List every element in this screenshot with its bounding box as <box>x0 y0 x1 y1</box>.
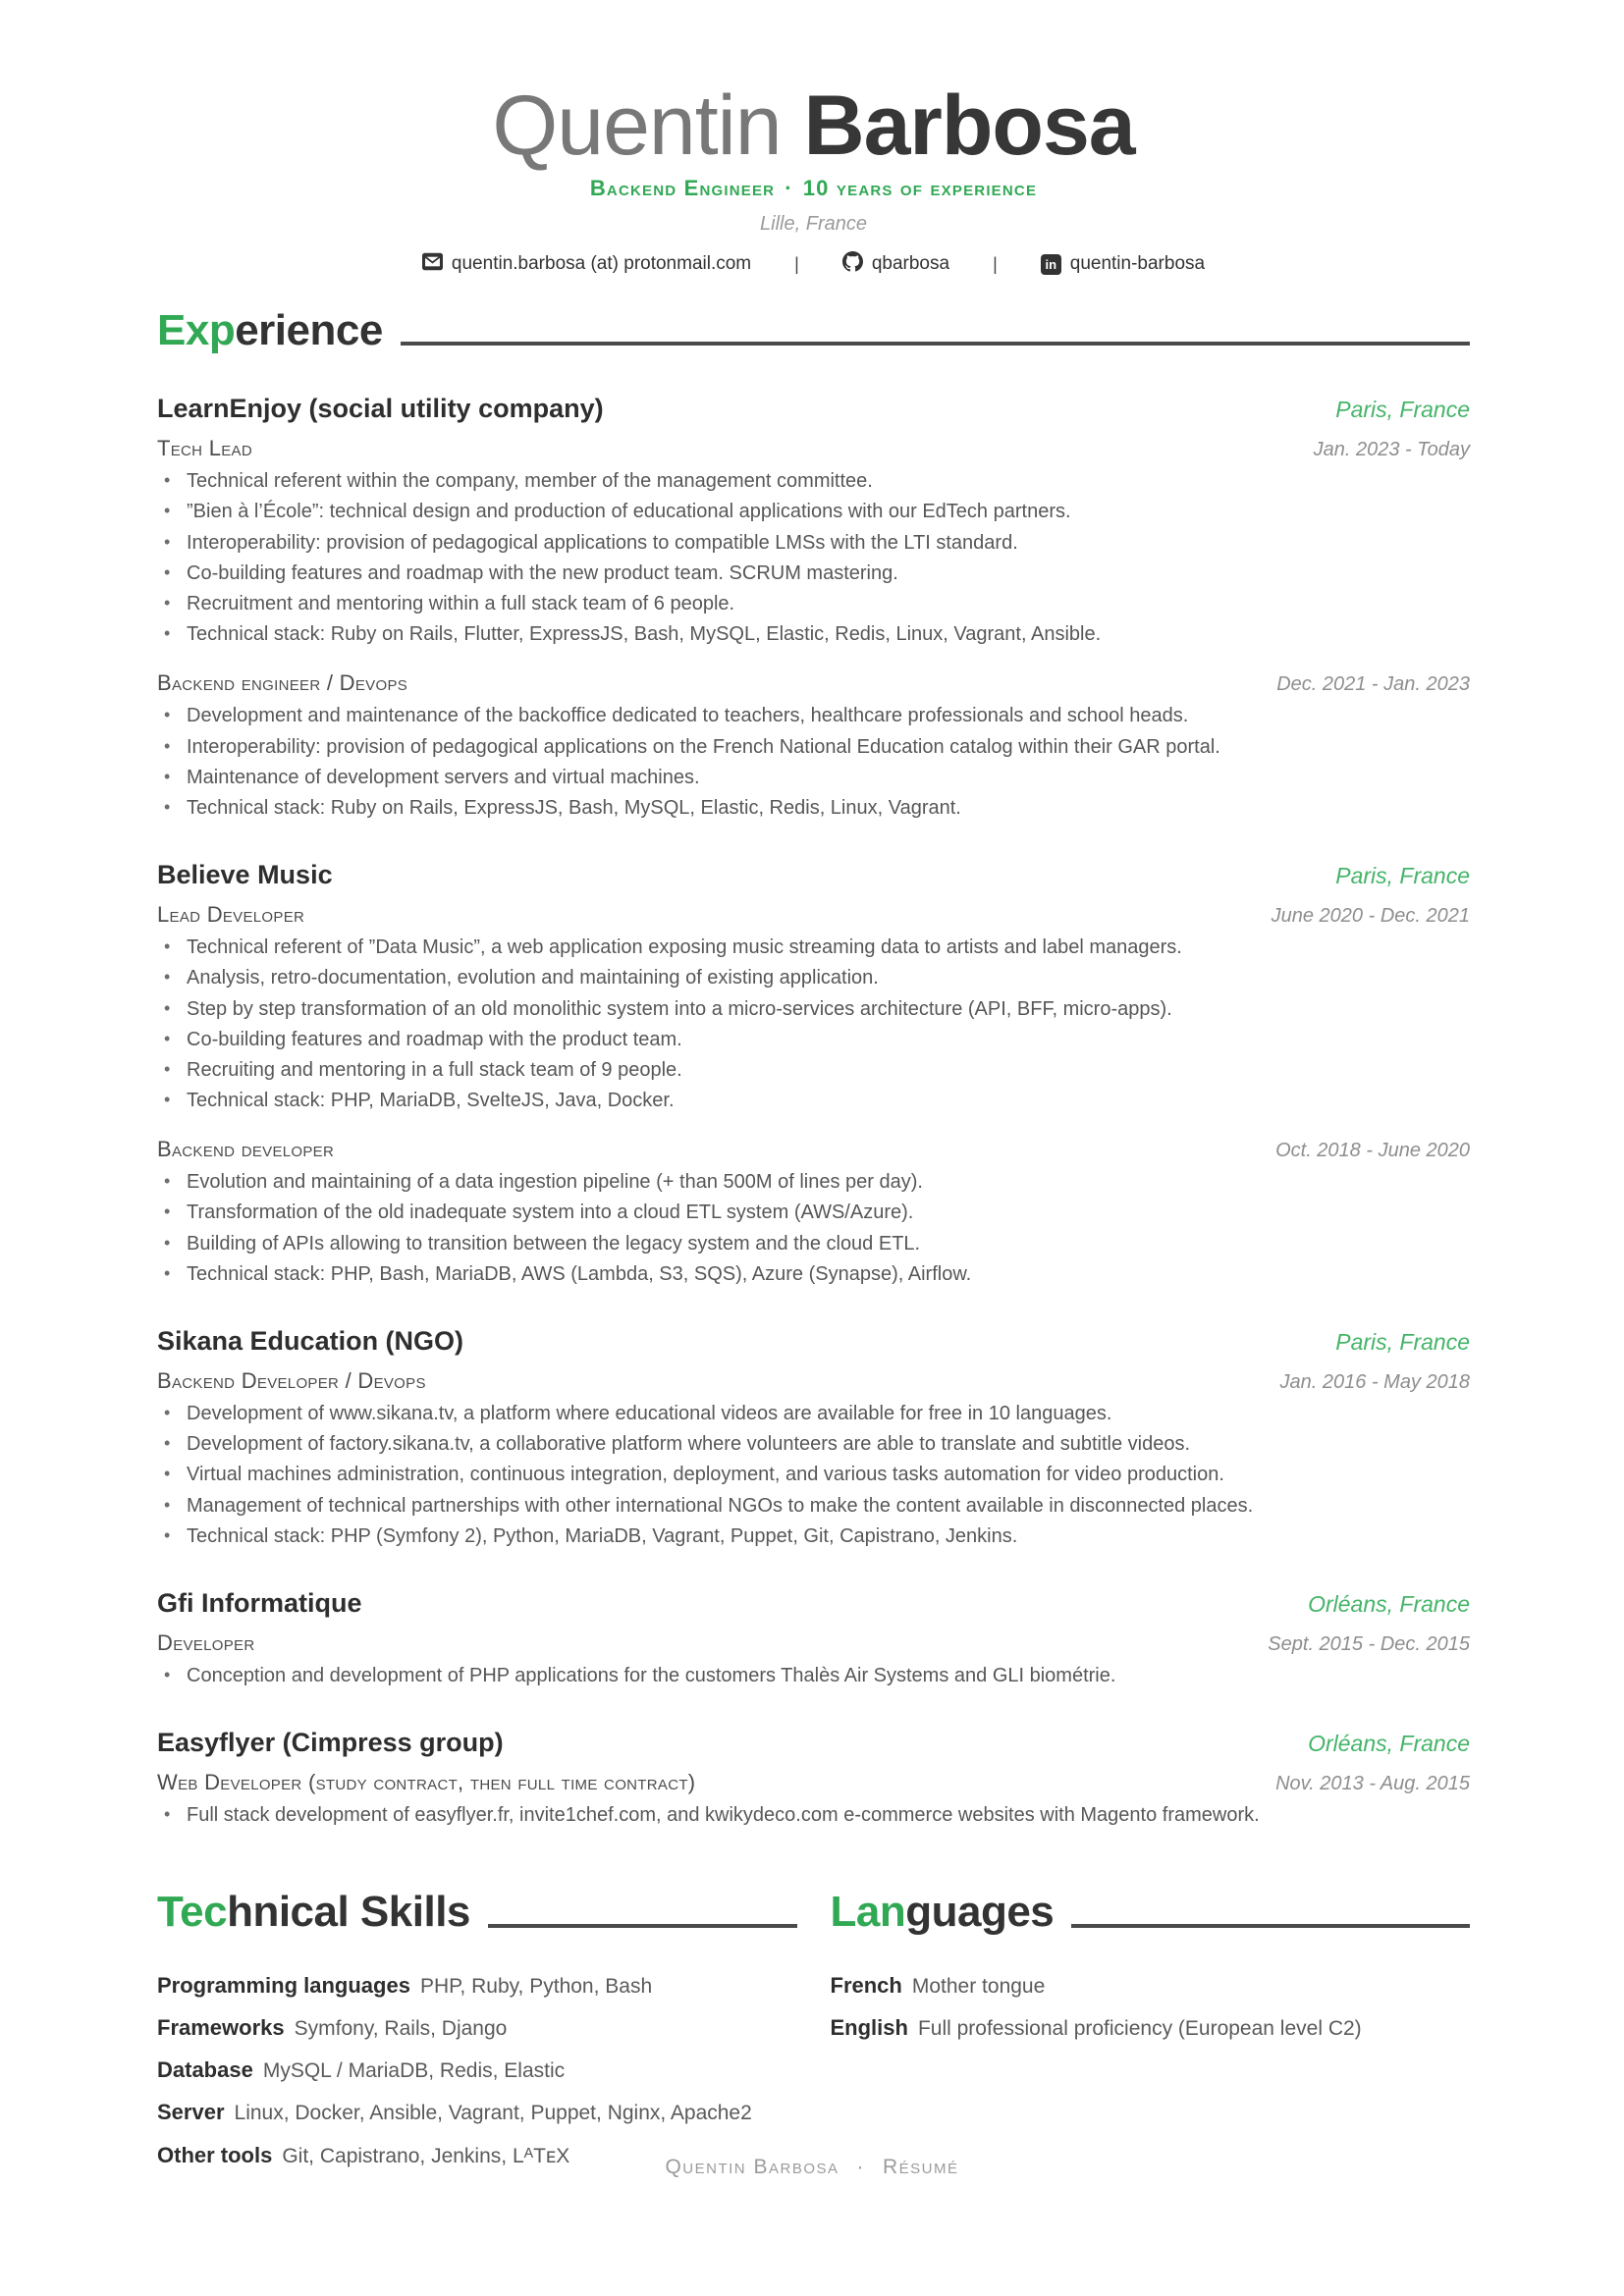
linkedin-link[interactable] <box>1041 253 1205 275</box>
bullet-item: • Technical stack: PHP, Bash, MariaDB, AWS (Lambda, S3, SQS), Azure (Synapse), Airflow. <box>157 1262 1470 1287</box>
bullet-item: • Technical stack: PHP, MariaDB, SvelteJS, Java, Docker. <box>157 1089 1470 1113</box>
role-title: Backend engineer / Devops <box>157 670 408 696</box>
linkedin-icon: in <box>1041 254 1061 275</box>
language-value: Full professional proficiency (European level C2) <box>917 2016 1362 2040</box>
tagline-role: Backend Engineer <box>589 175 776 200</box>
company-location: Paris, France <box>1335 863 1470 889</box>
languages-rows <box>831 1972 1471 2043</box>
company-location: Orléans, France <box>1308 1731 1470 1757</box>
language-row <box>831 2014 1471 2042</box>
section-rule <box>488 1924 797 1928</box>
linkedin-label: quentin-barbosa <box>1069 253 1206 275</box>
company-block-sikana <box>157 1326 1470 1549</box>
language-label: English <box>830 2014 908 2040</box>
role-row <box>157 1137 1470 1162</box>
languages-title <box>831 1889 1471 1936</box>
skill-row <box>157 2014 797 2042</box>
footer-name: Quentin Barbosa <box>665 2156 839 2178</box>
role-block <box>157 902 1470 1113</box>
tagline-separator: · <box>785 175 793 200</box>
role-row <box>157 1630 1470 1656</box>
section-rule <box>1071 1924 1470 1928</box>
skill-value: Git, Capistrano, Jenkins, LᴬTᴇX <box>282 2144 570 2167</box>
skill-label: Programming languages <box>157 1972 410 1998</box>
company-row <box>157 1588 1470 1619</box>
skill-value: MySQL / MariaDB, Redis, Elastic <box>262 2059 566 2083</box>
role-bullets <box>157 935 1470 1113</box>
skill-value: Linux, Docker, Ansible, Vagrant, Puppet, Nginx, Apache2 <box>234 2102 752 2125</box>
bullet-item: • Development and maintenance of the backoffice dedicated to teachers, healthcare professionals and school heads. <box>157 704 1470 728</box>
footer <box>0 2156 1624 2179</box>
role-block <box>157 1368 1470 1549</box>
languages-section <box>831 1889 1471 2184</box>
company-block-easyflyer <box>157 1728 1470 1828</box>
role-bullets <box>157 469 1470 647</box>
experience-title-accent: Exp <box>157 305 236 354</box>
bullet-item: • Management of technical partnerships with other international NGOs to make the content available in disconnected places. <box>157 1494 1470 1519</box>
email-icon <box>422 251 443 278</box>
language-label: French <box>830 1972 902 1998</box>
footer-separator: · <box>856 2156 865 2178</box>
tagline <box>157 176 1470 201</box>
role-row <box>157 902 1470 928</box>
first-name: Quentin <box>492 79 782 173</box>
bullet-item: • Development of www.sikana.tv, a platform where educational videos are available for free in 10 languages. <box>157 1402 1470 1426</box>
role-dates: June 2020 - Dec. 2021 <box>1271 905 1470 928</box>
role-row <box>157 670 1470 696</box>
company-row <box>157 860 1470 890</box>
role-dates: Dec. 2021 - Jan. 2023 <box>1276 673 1470 696</box>
skill-row <box>157 2056 797 2084</box>
skill-label: Database <box>157 2057 253 2083</box>
language-value: Mother tongue <box>911 1974 1046 1998</box>
bullet-item: • Interoperability: provision of pedagogical applications on the French National Education catalog within their GAR portal. <box>157 735 1470 760</box>
full-name <box>157 80 1470 172</box>
languages-title-rest: guages <box>905 1888 1055 1937</box>
role-row <box>157 1770 1470 1795</box>
role-block <box>157 1137 1470 1287</box>
role-title: Tech Lead <box>157 436 252 461</box>
company-name: Believe Music <box>157 860 333 890</box>
experience-section <box>157 307 1470 1828</box>
bullet-item: • Interoperability: provision of pedagogical applications to compatible LMSs with the LTI standard. <box>157 531 1470 556</box>
role-title: Backend developer <box>157 1137 335 1162</box>
company-name: Easyflyer (Cimpress group) <box>157 1728 504 1758</box>
role-title: Lead Developer <box>157 902 305 928</box>
bullet-item: • Transformation of the old inadequate system into a cloud ETL system (AWS/Azure). <box>157 1201 1470 1225</box>
role-block <box>157 1630 1470 1688</box>
role-bullets <box>157 1170 1470 1287</box>
github-link[interactable] <box>842 251 949 278</box>
company-name: LearnEnjoy (social utility company) <box>157 394 604 424</box>
company-block-gfi <box>157 1588 1470 1688</box>
bullet-item: • Full stack development of easyflyer.fr, invite1chef.com, and kwikydeco.com e-commerce websites with Magento framework. <box>157 1803 1470 1828</box>
github-label: qbarbosa <box>871 253 950 275</box>
bullet-item: • ”Bien à l’École”: technical design and production of educational applications with our EdTech partners. <box>157 500 1470 524</box>
skills-section <box>157 1889 797 2184</box>
skills-title-rest: hnical Skills <box>227 1888 470 1937</box>
role-title: Web Developer (study contract, then full time contract) <box>157 1770 696 1795</box>
bullet-item: • Technical stack: Ruby on Rails, Flutter, ExpressJS, Bash, MySQL, Elastic, Redis, Linux, Vagrant, Ansible. <box>157 622 1470 647</box>
company-name: Sikana Education (NGO) <box>157 1326 464 1357</box>
experience-title-rest: erience <box>235 305 383 354</box>
skill-label: Other tools <box>157 2142 273 2167</box>
github-icon <box>842 251 863 278</box>
company-name: Gfi Informatique <box>157 1587 362 1618</box>
role-bullets <box>157 704 1470 821</box>
bullet-item: • Recruitment and mentoring within a full stack team of 6 people. <box>157 592 1470 616</box>
bullet-item: • Technical stack: Ruby on Rails, ExpressJS, Bash, MySQL, Elastic, Redis, Linux, Vagrant. <box>157 796 1470 821</box>
role-dates: Jan. 2023 - Today <box>1313 439 1470 461</box>
role-bullets <box>157 1664 1470 1688</box>
bullet-item: • Virtual machines administration, continuous integration, deployment, and various tasks automation for video production. <box>157 1463 1470 1487</box>
skills-rows <box>157 1972 797 2169</box>
bullet-item: • Step by step transformation of an old monolithic system into a micro-services architecture (API, BFF, micro-apps). <box>157 997 1470 1022</box>
bullet-item: • Technical referent within the company, member of the management committee. <box>157 469 1470 494</box>
role-block <box>157 670 1470 821</box>
bullet-item: • Co-building features and roadmap with the new product team. SCRUM mastering. <box>157 561 1470 586</box>
skill-label: Server <box>157 2100 225 2125</box>
experience-title <box>157 307 1470 354</box>
bullet-item: • Development of factory.sikana.tv, a collaborative platform where volunteers are able to translate and subtitle videos. <box>157 1432 1470 1457</box>
company-row <box>157 394 1470 424</box>
email-link[interactable] <box>422 251 751 278</box>
company-location: Orléans, France <box>1308 1590 1470 1617</box>
skill-label: Frameworks <box>157 2014 285 2040</box>
role-block <box>157 1770 1470 1828</box>
footer-doc-type: Résumé <box>883 2156 959 2178</box>
bullet-item: • Co-building features and roadmap with the product team. <box>157 1028 1470 1052</box>
tagline-experience: 10 years of experience <box>802 175 1038 200</box>
company-block-learnenjoy <box>157 394 1470 821</box>
bullet-item: • Evolution and maintaining of a data ingestion pipeline (+ than 500M of lines per day). <box>157 1170 1470 1195</box>
contact-separator: | <box>794 253 799 274</box>
company-row <box>157 1326 1470 1357</box>
bullet-item: • Maintenance of development servers and virtual machines. <box>157 766 1470 790</box>
bullet-item: • Building of APIs allowing to transition between the legacy system and the cloud ETL. <box>157 1232 1470 1256</box>
bullet-item: • Technical referent of ”Data Music”, a web application exposing music streaming data to artists and label managers. <box>157 935 1470 960</box>
contact-row <box>157 251 1470 278</box>
role-dates: Sept. 2015 - Dec. 2015 <box>1268 1632 1470 1655</box>
section-rule <box>401 342 1470 346</box>
role-bullets <box>157 1803 1470 1828</box>
company-row <box>157 1728 1470 1758</box>
languages-title-accent: Lan <box>830 1888 906 1937</box>
skills-title <box>157 1889 797 1936</box>
bullet-item: • Analysis, retro-documentation, evolution and maintaining of existing application. <box>157 966 1470 990</box>
last-name: Barbosa <box>803 79 1135 173</box>
company-location: Paris, France <box>1335 397 1470 423</box>
bottom-columns <box>157 1889 1470 2184</box>
skills-title-accent: Tec <box>157 1888 228 1937</box>
skill-row <box>157 2099 797 2126</box>
role-title: Backend Developer / Devops <box>157 1368 426 1394</box>
role-bullets <box>157 1402 1470 1549</box>
contact-separator: | <box>993 253 998 274</box>
bullet-item: • Conception and development of PHP applications for the customers Thalès Air Systems and GLI biométrie. <box>157 1664 1470 1688</box>
company-location: Paris, France <box>1335 1329 1470 1356</box>
skill-value: Symfony, Rails, Django <box>294 2016 508 2040</box>
role-title: Developer <box>157 1629 255 1655</box>
role-block <box>157 436 1470 647</box>
location: Lille, France <box>760 212 867 235</box>
role-dates: Jan. 2016 - May 2018 <box>1279 1371 1470 1394</box>
bullet-item: • Recruiting and mentoring in a full stack team of 9 people. <box>157 1058 1470 1083</box>
skill-row <box>157 1972 797 2000</box>
company-block-believe-music <box>157 860 1470 1287</box>
email-label: quentin.barbosa (at) protonmail.com <box>451 253 752 275</box>
role-row <box>157 1368 1470 1394</box>
skill-value: PHP, Ruby, Python, Bash <box>419 1974 653 1998</box>
language-row <box>831 1972 1471 2000</box>
role-dates: Nov. 2013 - Aug. 2015 <box>1275 1773 1470 1795</box>
header <box>157 80 1470 278</box>
bullet-item: • Technical stack: PHP (Symfony 2), Python, MariaDB, Vagrant, Puppet, Git, Capistrano, Jenkins. <box>157 1524 1470 1549</box>
role-dates: Oct. 2018 - June 2020 <box>1275 1140 1470 1162</box>
role-row <box>157 436 1470 461</box>
